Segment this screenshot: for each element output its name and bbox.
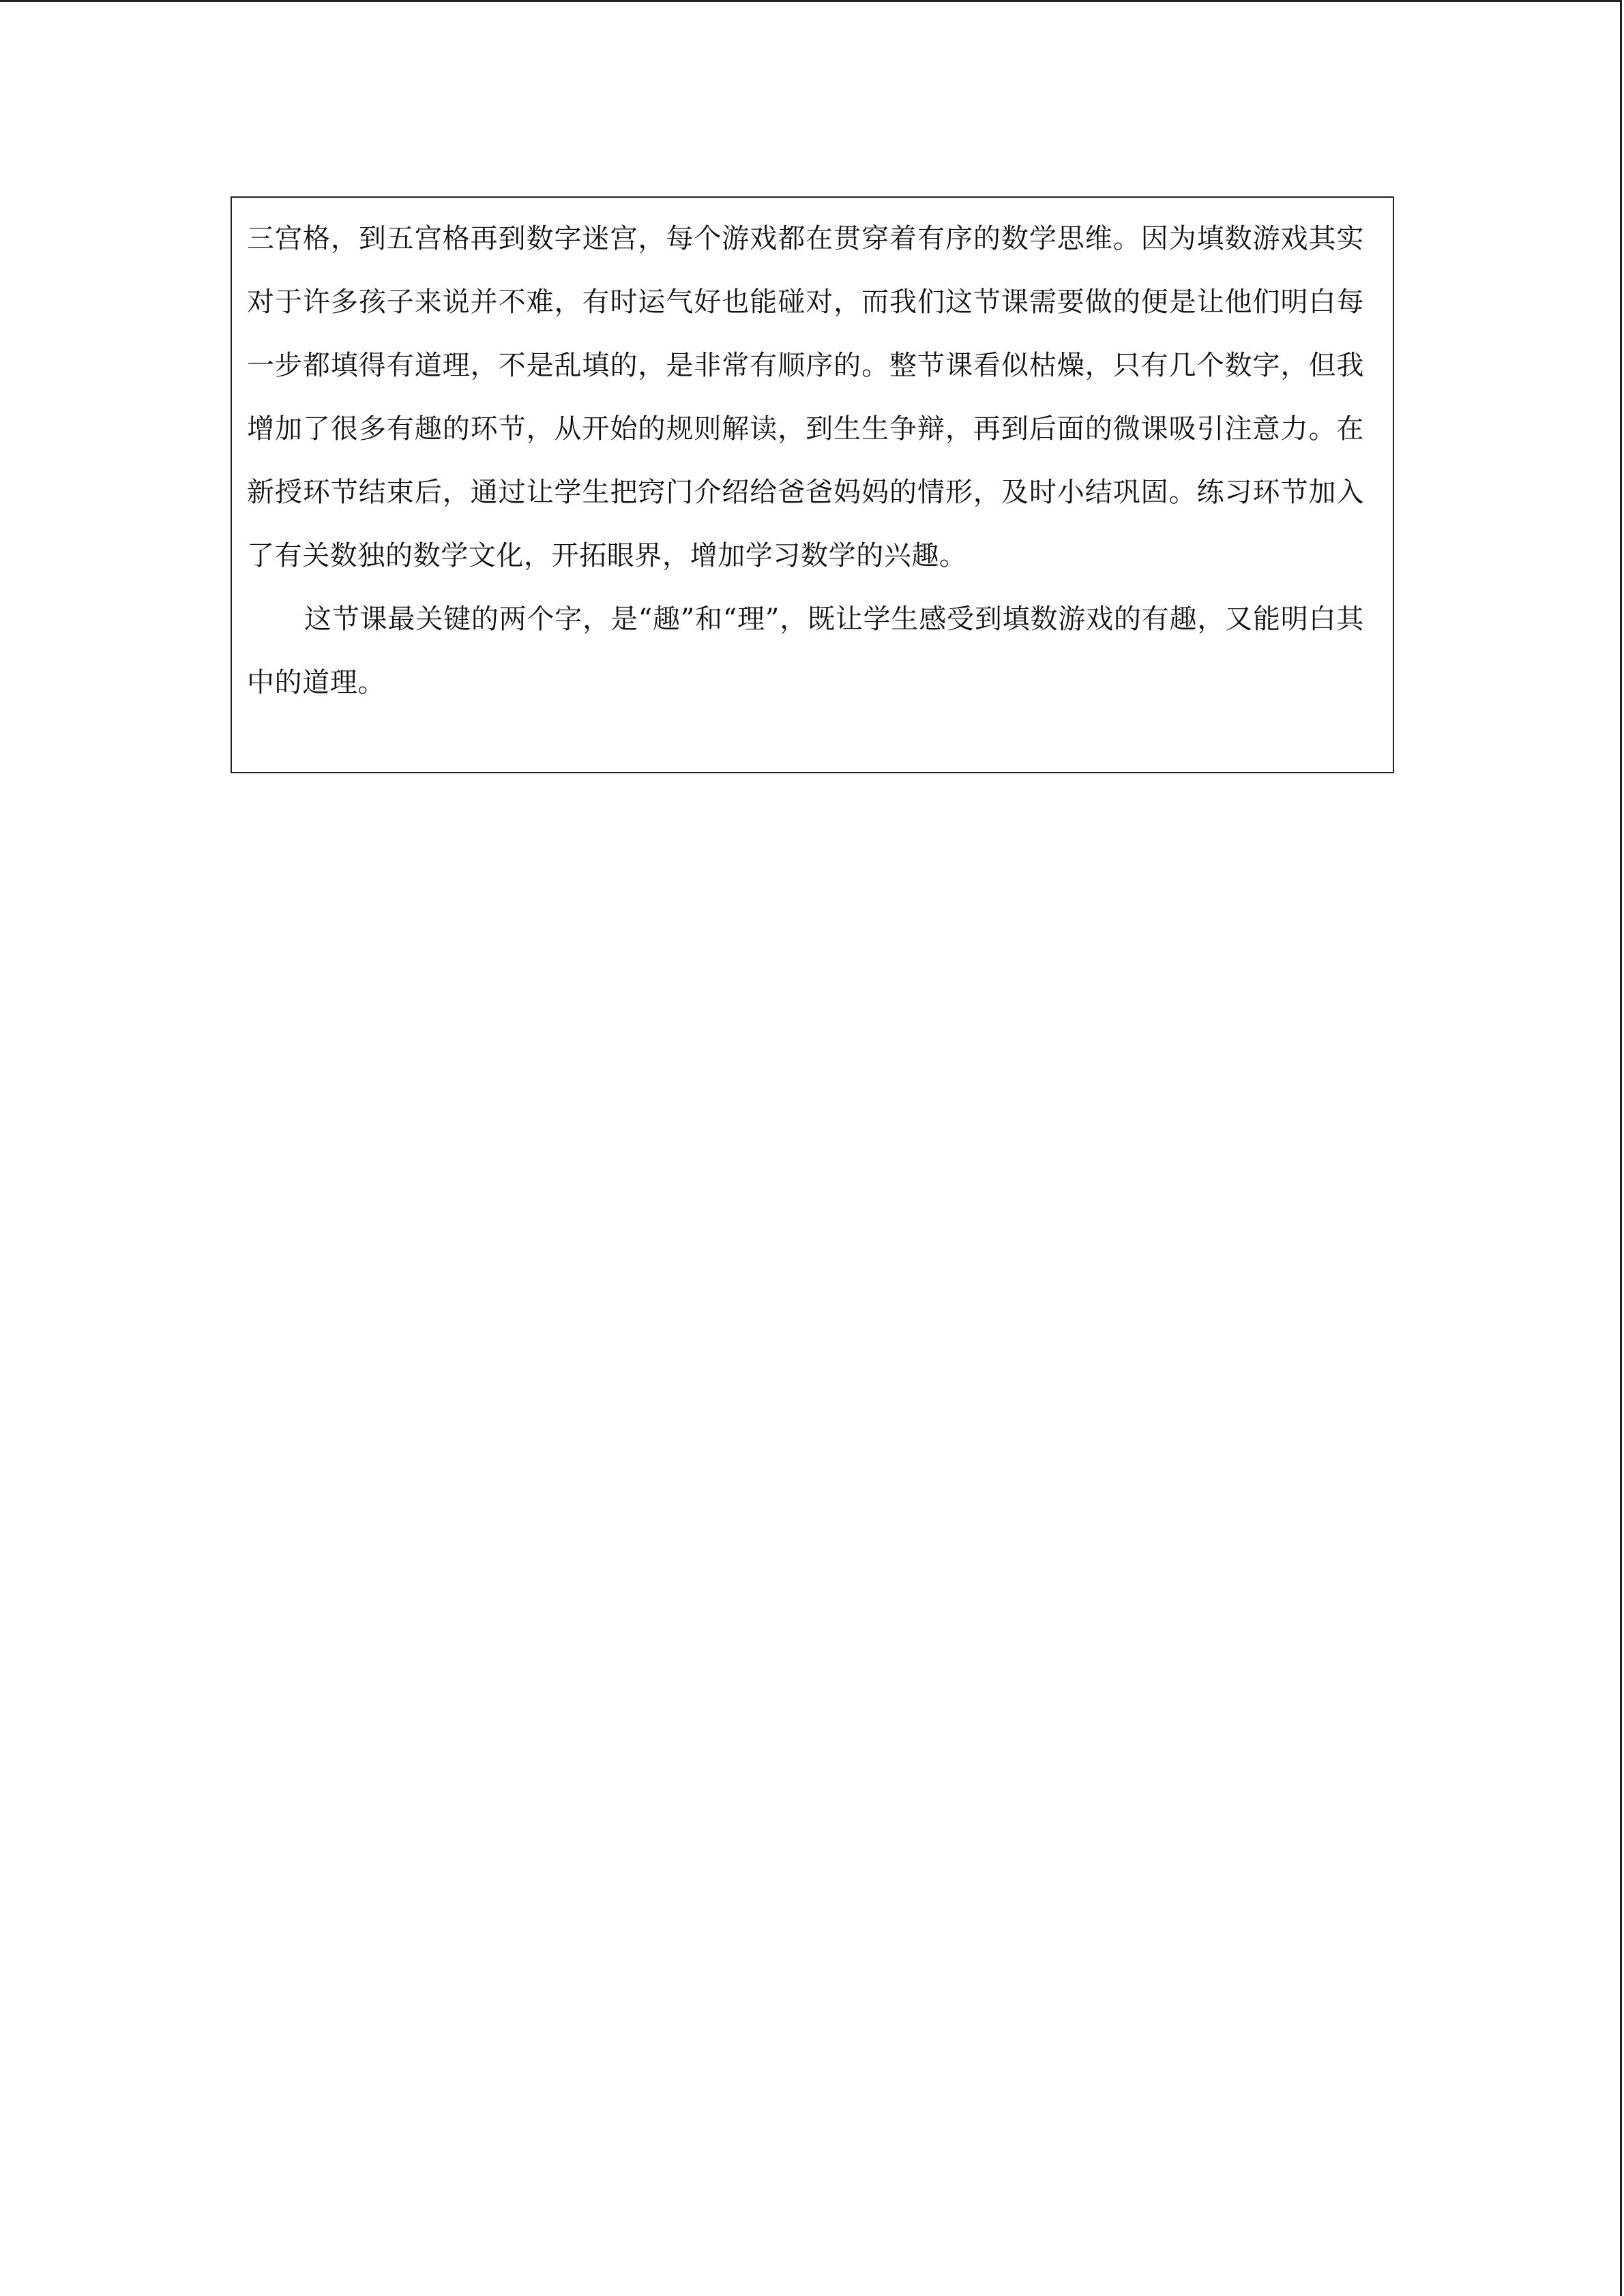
paragraph-continued: 三宫格，到五宫格再到数字迷宫，每个游戏都在贯穿着有序的数学思维。因为填数游戏其实对于许多孩子来说并不难，有时运气好也能碰对，而我们这节课需要做的便是让他们明白每一步都填得有道理，不是乱填的，是非常有顺序的。整节课看似枯燥，只有几个数字，但我增加了很多有趣的环节，从开始的规则解读，到生生争辩，再到后面的微课吸引注意力。在新授环节结束后，通过让学生把窍门介绍给爸爸妈妈的情形，及时小结巩固。练习环节加入了有关数独的数学文化，开拓眼界，增加学习数学的兴趣。 (247, 223, 1364, 571)
paragraph-conclusion: 这节课最关键的两个字，是“趣”和“理”，既让学生感受到填数游戏的有趣，又能明白其中的道理。 (247, 603, 1364, 698)
reflection-text-box (231, 196, 1394, 773)
